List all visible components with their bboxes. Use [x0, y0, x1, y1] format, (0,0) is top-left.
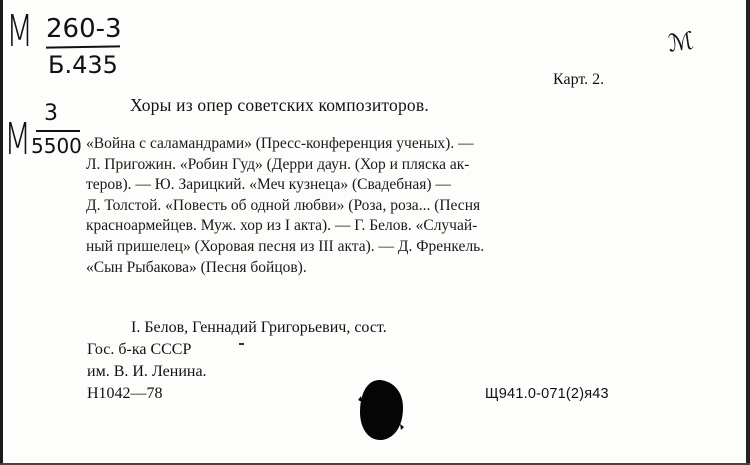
body-line: «Сын Рыбакова» (Песня бойцов). [86, 258, 307, 276]
handwritten-shelf-letter-top: М [6, 6, 34, 57]
card-right-edge [746, 0, 750, 465]
body-line: Л. Пригожин. «Робин Гуд» (Дерри даун. (Хор и пляска ак- [86, 155, 470, 173]
card-body [86, 134, 484, 278]
ink-tick-mark [239, 343, 244, 345]
handwritten-corner-mark: ℳ [666, 26, 696, 58]
handwritten-shelf-code-top: Б.435 [48, 51, 118, 79]
handwritten-fraction-line-top [46, 45, 120, 48]
handwritten-shelf-code-left: 5500 [31, 134, 82, 158]
body-line: Д. Толстой. «Повесть об одной любви» (Роза, роза... (Песня [86, 196, 481, 214]
catalog-code: Щ941.0-071(2)я43 [485, 386, 609, 402]
library-line-1: Гос. б-ка СССР [87, 341, 192, 358]
compiler-line: I. Белов, Геннадий Григорьевич, сост. [131, 319, 387, 336]
library-line-2: им. В. И. Ленина. [87, 363, 207, 380]
handwritten-shelf-letter-left: М [4, 114, 32, 165]
body-line: ный пришелец» (Хоровая песня из III акта). — Д. Френкель. [86, 237, 485, 255]
card-title: Хоры из опер советских композиторов. [130, 95, 429, 115]
body-line: теров). — Ю. Зарицкий. «Меч кузнеца» (Свадебная) — [86, 176, 451, 194]
handwritten-shelf-number-top: 260-3 [46, 14, 122, 44]
handwritten-fraction-line-left [36, 130, 80, 132]
card-label: Карт. 2. [553, 71, 605, 88]
card-left-edge [0, 0, 3, 465]
punch-hole-stamp [358, 378, 404, 442]
body-line: красноармейцев. Муж. хор из I акта). — Г. Белов. «Случай- [86, 217, 478, 235]
body-line: «Война с саламандрами» (Пресс-конференция ученых). — [86, 135, 474, 152]
card-number: Н1042—78 [87, 385, 163, 402]
handwritten-shelf-number-left: 3 [44, 101, 58, 126]
